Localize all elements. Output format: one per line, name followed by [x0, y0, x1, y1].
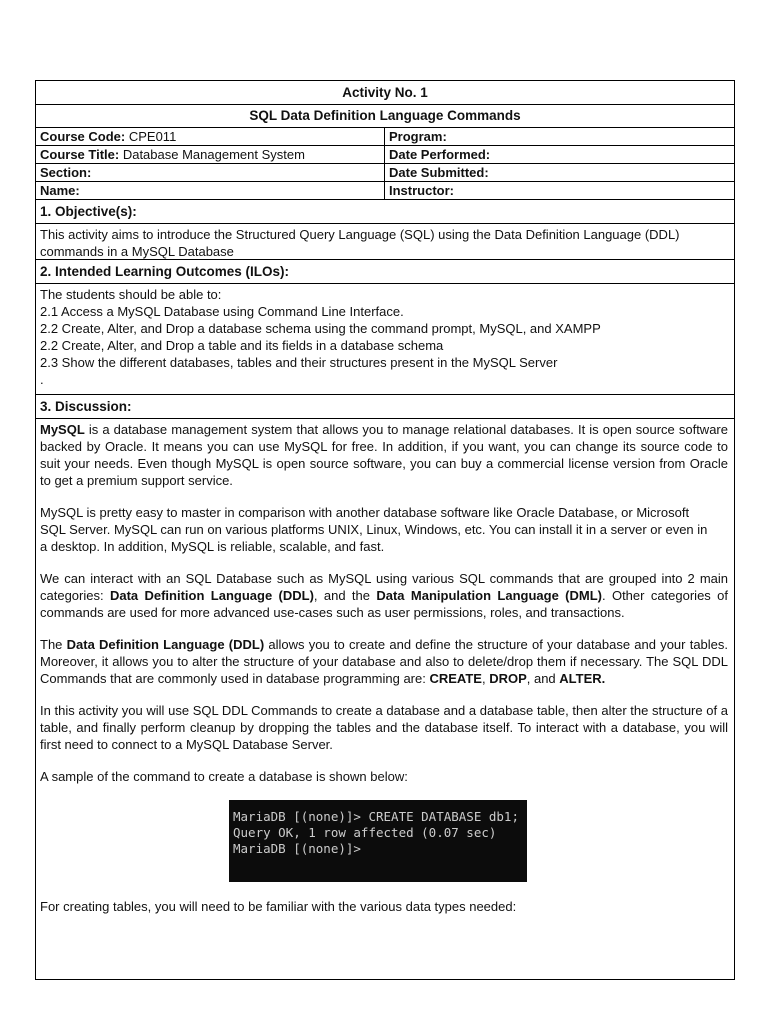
drop-term: DROP: [489, 671, 527, 686]
program-label: Program:: [389, 129, 447, 144]
ilo-line: 2.3 Show the different databases, tables and their structures present in the MySQL Server: [40, 355, 558, 370]
paragraph-text: allows you to create and define the structure of your database and your tables. Moreover, it allows you to alter the structure of your database and also to delete/drop them if necessary. The SQL DDL Commands that are commonly used in database programming are:: [40, 637, 729, 686]
name-label: Name:: [40, 183, 80, 198]
objective-text: This activity aims to introduce the Structured Query Language (SQL) using the Data Definition Language (DDL) commands in a MySQL Database: [36, 224, 734, 260]
date-performed-label: Date Performed:: [389, 147, 491, 162]
discussion-paragraph-2: [40, 504, 728, 555]
discussion-body: [36, 419, 734, 915]
discussion-paragraph-3: [40, 570, 728, 621]
discussion-paragraph-6: A sample of the command to create a database is shown below:: [40, 769, 408, 784]
activity-subtitle: SQL Data Definition Language Commands: [36, 105, 734, 128]
section-label: Section:: [40, 165, 92, 180]
info-row-course-code: [36, 128, 734, 146]
discussion-paragraph-7: For creating tables, you will need to be familiar with the various data types needed:: [40, 899, 517, 914]
activity-title: Activity No. 1: [36, 81, 734, 105]
paragraph-text: . Other categories of commands are used for more advanced use-cases such as user permissions, roles, and transactions.: [40, 588, 729, 620]
paragraph-line: MySQL is pretty easy to master in comparison with another database software like Oracle Database, or Microsoft: [40, 505, 690, 520]
name-cell: [36, 182, 385, 199]
create-term: CREATE: [429, 671, 482, 686]
ilo-line: 2.2 Create, Alter, and Drop a table and its fields in a database schema: [40, 338, 444, 353]
section-cell: [36, 164, 385, 181]
ilo-line: 2.2 Create, Alter, and Drop a database schema using the command prompt, MySQL, and XAMPP: [40, 321, 601, 336]
paragraph-text: is a database management system that allows you to manage relational databases. It is open source software backed by Oracle. It means you can use MySQL for free. In addition, if you want, you can change its source code to suit your needs. Even though MySQL is open source software, you can buy a commercial license version from Oracle to get a premium support service.: [40, 422, 728, 488]
terminal-line: Query OK, 1 row affected (0.07 sec): [233, 825, 497, 840]
course-title-value: Database Management System: [119, 147, 305, 162]
ilo-line: .: [40, 372, 44, 387]
terminal-line: MariaDB [(none)]> CREATE DATABASE db1;: [233, 809, 519, 824]
date-submitted-cell: [385, 164, 734, 181]
paragraph-text: ,: [481, 671, 490, 686]
program-cell: [385, 128, 734, 145]
info-row-section: [36, 164, 734, 182]
ilo-line: The students should be able to:: [40, 287, 222, 302]
paragraph-text: , and: [526, 671, 560, 686]
course-code-cell: [36, 128, 385, 145]
paragraph-text: The: [40, 637, 67, 652]
info-row-course-title: [36, 146, 734, 164]
paragraph-line: a desktop. In addition, MySQL is reliable, scalable, and fast.: [40, 539, 385, 554]
ddl-term: Data Definition Language (DDL): [66, 637, 265, 652]
ilo-list: [36, 284, 734, 395]
instructor-cell: [385, 182, 734, 199]
course-title-label: Course Title:: [40, 147, 120, 162]
dml-term: Data Manipulation Language (DML): [376, 588, 602, 603]
terminal-screenshot: [229, 800, 527, 882]
discussion-heading: 3. Discussion:: [36, 395, 734, 419]
activity-sheet: [35, 80, 735, 980]
date-submitted-label: Date Submitted:: [389, 165, 489, 180]
discussion-paragraph-4: [40, 636, 728, 687]
objective-heading: 1. Objective(s):: [36, 200, 734, 224]
paragraph-text: , and the: [313, 588, 377, 603]
ddl-term: Data Definition Language (DDL): [109, 588, 314, 603]
course-code-value: CPE011: [125, 129, 177, 144]
terminal-line: MariaDB [(none)]>: [233, 841, 361, 856]
info-row-name: [36, 182, 734, 200]
ilo-line: 2.1 Access a MySQL Database using Command Line Interface.: [40, 304, 404, 319]
ilo-heading: 2. Intended Learning Outcomes (ILOs):: [36, 260, 734, 284]
discussion-paragraph-5: In this activity you will use SQL DDL Commands to create a database and a database table, then alter the structure of a table, and finally perform cleanup by dropping the tables and the database itself. To interact with a database, you will first need to connect to a MySQL Database Server.: [40, 703, 728, 752]
paragraph-text: We can interact with an SQL Database such as MySQL using various SQL commands that are grouped into 2 main categories:: [40, 571, 728, 603]
course-title-cell: [36, 146, 385, 163]
instructor-label: Instructor:: [389, 183, 454, 198]
date-performed-cell: [385, 146, 734, 163]
mysql-term: MySQL: [40, 422, 85, 437]
alter-term: ALTER.: [559, 671, 606, 686]
course-code-label: Course Code:: [40, 129, 126, 144]
paragraph-line: SQL Server. MySQL can run on various platforms UNIX, Linux, Windows, etc. You can install it in a server or even in: [40, 522, 708, 537]
discussion-paragraph-1: [40, 421, 728, 489]
